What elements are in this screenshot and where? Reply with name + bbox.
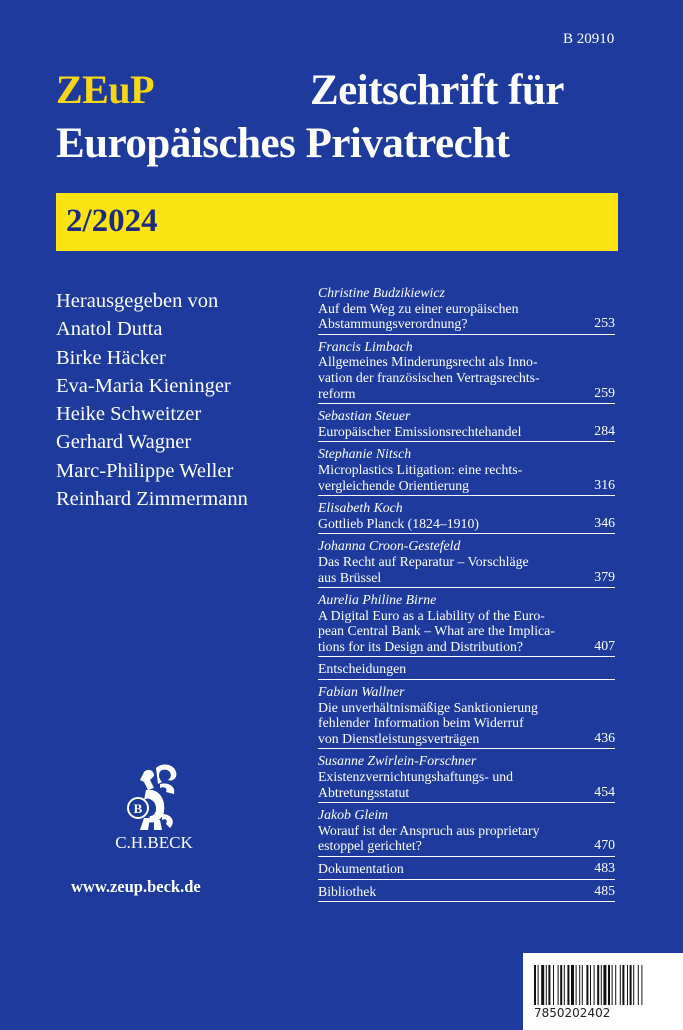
toc-title-line: Worauf ist der Anspruch aus proprietary — [318, 822, 540, 838]
website-url: www.zeup.beck.de — [71, 877, 201, 896]
toc-entry — [318, 660, 615, 680]
toc-page-number: 454 — [594, 783, 615, 799]
toc-entry — [318, 338, 615, 404]
journal-code: B 20910 — [563, 31, 615, 47]
toc-author: Johanna Croon-Gestefeld — [318, 538, 461, 554]
toc-author: Christine Budzikiewicz — [318, 285, 445, 300]
toc-author: Elisabeth Koch — [318, 500, 403, 516]
toc-title-line: von Dienstleistungsverträgen — [318, 730, 480, 746]
toc-title-line: pean Central Bank – What are the Implica- — [318, 623, 555, 639]
editor-name: Heike Schweitzer — [56, 403, 202, 426]
issue-number: 2/2024 — [66, 203, 158, 239]
toc-page-number: 407 — [594, 637, 615, 653]
toc-page-number: 346 — [594, 514, 615, 530]
toc-title-line: Gottlieb Planck (1824–1910) — [318, 515, 479, 531]
toc-author: Stephanie Nitsch — [318, 446, 412, 462]
toc-title-line: Bibliothek — [318, 883, 377, 899]
barcode — [523, 953, 683, 1030]
toc-entry — [318, 752, 615, 803]
toc-title-line: tions for its Design and Distribution? — [318, 638, 524, 654]
publisher-name: C.H.BECK — [115, 833, 193, 852]
griffin-logo-icon — [104, 758, 204, 858]
toc-author: Francis Limbach — [318, 338, 413, 354]
toc-entry — [318, 883, 615, 903]
toc-page-number: 485 — [594, 882, 615, 898]
toc-page-number: 436 — [594, 729, 615, 745]
toc-title-line: Abtretungsstatut — [318, 784, 410, 800]
editor-name: Reinhard Zimmermann — [56, 488, 248, 511]
toc-title-line: Microplastics Litigation: eine rechts- — [318, 461, 523, 477]
toc-author: Susanne Zwirlein-Forschner — [318, 753, 477, 769]
toc-title-line: Abstammungsverordnung? — [318, 316, 468, 332]
toc-page-number: 284 — [594, 422, 615, 438]
journal-logo: ZEuP — [56, 67, 155, 112]
journal-title-line1: Zeitschrift für — [310, 67, 565, 114]
toc-entry — [318, 860, 615, 880]
toc-title-line: Europäischer Emissionsrechtehandel — [318, 423, 522, 439]
barcode-bars-icon — [534, 965, 672, 1005]
editor-name: Marc-Philippe Weller — [56, 459, 234, 482]
editor-name: Anatol Dutta — [56, 318, 163, 341]
toc-title-line: fehlender Information beim Widerruf — [318, 715, 524, 731]
toc-title-line: vation der französischen Vertragsrechts- — [318, 369, 540, 385]
toc-entry — [318, 284, 615, 335]
toc-page-number: 483 — [594, 860, 615, 875]
toc-author: Aurelia Philine Birne — [318, 592, 437, 608]
toc-page-number: 379 — [594, 568, 615, 584]
toc-title-line: Die unverhältnismäßige Sanktionierung — [318, 699, 538, 715]
toc-entry — [318, 806, 615, 857]
toc-page-number: 470 — [594, 837, 615, 853]
toc-entry — [318, 537, 615, 588]
toc-title-line: Existenzvernichtungshaftungs- und — [318, 769, 514, 785]
toc-title-line: Dokumentation — [318, 861, 404, 876]
editors-block — [56, 287, 248, 513]
toc-title-line: A Digital Euro as a Liability of the Euro- — [318, 607, 545, 623]
toc-title-line: Auf dem Weg zu einer europäischen — [318, 300, 519, 316]
barcode-number: 7850202402 — [534, 1006, 611, 1020]
toc-author: Fabian Wallner — [318, 684, 405, 700]
toc-page-number: 259 — [594, 384, 615, 400]
toc-author: Jakob Gleim — [318, 807, 389, 823]
toc-author: Sebastian Steuer — [318, 408, 411, 424]
toc-entry — [318, 683, 615, 749]
toc-title-line: Das Recht auf Reparatur – Vorschläge — [318, 553, 529, 569]
toc-title-line: Allgemeines Minderungsrecht als Inno- — [318, 354, 538, 370]
editor-name: Eva-Maria Kieninger — [56, 374, 231, 397]
toc-entry — [318, 591, 615, 657]
toc-page-number: 316 — [594, 476, 615, 492]
toc-entry — [318, 445, 615, 496]
toc-entry — [318, 407, 615, 442]
toc-title-line: estoppel gerichtet? — [318, 838, 422, 854]
logo-letter: B — [133, 801, 143, 816]
toc-title-line: vergleichende Orientierung — [318, 477, 470, 493]
toc-entry — [318, 499, 615, 534]
toc-title-line: Entscheidungen — [318, 661, 407, 677]
editor-name: Gerhard Wagner — [56, 431, 192, 454]
editors-heading: Herausgegeben von — [56, 290, 219, 312]
toc-title-line: aus Brüssel — [318, 569, 382, 585]
editor-name: Birke Häcker — [56, 346, 166, 369]
toc-title-line: reform — [318, 385, 356, 401]
table-of-contents — [318, 284, 615, 905]
toc-page-number: 253 — [594, 315, 615, 331]
journal-title-line2: Europäisches Privatrecht — [56, 120, 510, 167]
